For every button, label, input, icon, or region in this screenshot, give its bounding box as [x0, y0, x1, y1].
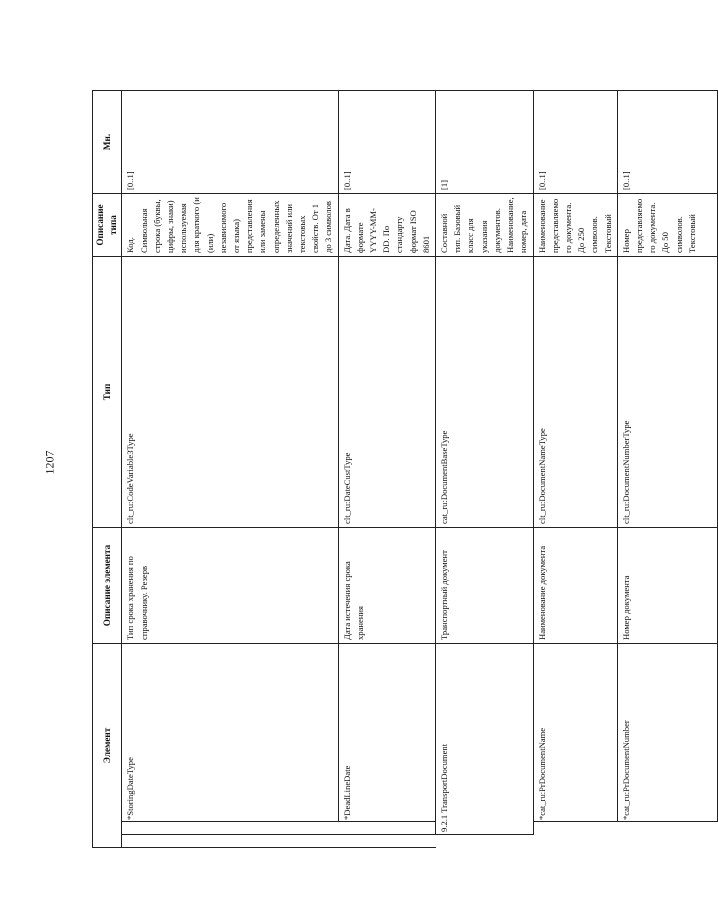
table-cell-mult: [0..1] — [122, 91, 338, 194]
indent-cell — [122, 835, 436, 848]
table-cell-element: *cat_ru:PrDocumentName — [533, 644, 617, 822]
table-cell-type: cat_ru:DocumentBaseType — [436, 257, 533, 528]
indent-cell — [533, 835, 617, 848]
table-cell-type: clt_ru:DocumentNameType — [533, 257, 617, 528]
table-row — [617, 91, 717, 848]
table-row — [533, 91, 617, 848]
table-row-section — [436, 91, 533, 848]
table-cell-mult: [1] — [436, 91, 533, 194]
indent-cell — [617, 835, 717, 848]
header-type-desc: Описание типа — [93, 194, 122, 257]
table-cell-type-desc: Составной тип. Базовый класс для указания документов. Наименование, номер, дата — [436, 194, 533, 257]
header-element-desc: Описание элемента — [93, 528, 122, 644]
table-cell-element-desc: Тип срока хранения по справочнику. Резерв — [122, 528, 338, 644]
page-number: 1207 — [42, 450, 57, 475]
table-cell-element-desc: Наименование документа — [533, 528, 617, 644]
table-cell-type: clt_ru:DateCustType — [338, 257, 435, 528]
table-cell-element-desc: Транспортный документ — [436, 528, 533, 644]
table-cell-element-desc: Номер документа — [617, 528, 717, 644]
section-number: 9.2.1 — [439, 814, 450, 832]
table-cell-mult: [0..1] — [617, 91, 717, 194]
table-cell-element: 9.2.1 TransportDocument — [436, 644, 533, 835]
table-row — [122, 91, 338, 848]
indent-cell — [617, 826, 717, 835]
table-cell-type-desc: Код. Символьная строка (буквы, цифры, знаки) используемая для краткого (и (или) независимого от языка) представления или замены определенных значений или текстовых свойств. От 1 до 3 символов — [122, 194, 338, 257]
required-marker: * — [620, 815, 631, 820]
table-cell-element: *StoringDateType — [122, 644, 338, 822]
table-cell-element: *DeadLineDate — [338, 644, 435, 822]
indent-cell — [533, 822, 617, 826]
required-marker: * — [341, 815, 352, 820]
required-marker: * — [536, 815, 547, 820]
table-cell-type: clt_ru:DocumentNumberType — [617, 257, 717, 528]
header-mult: Мн. — [93, 91, 122, 194]
indent-cell — [617, 822, 717, 826]
header-element: Элемент — [93, 644, 122, 848]
table-cell-type-desc: Наименование представляемого документа. До 250 символов. Текстовый — [533, 194, 617, 257]
indent-cell — [533, 826, 617, 835]
table-cell-mult: [0..1] — [338, 91, 435, 194]
indent-cell — [338, 822, 435, 835]
table-cell-type-desc: Дата. Дата в формате YYYY-MM-DD. По стандарту формат ISO 8601 — [338, 194, 435, 257]
table-cell-mult: [0..1] — [533, 91, 617, 194]
table-header-row — [93, 91, 122, 848]
table-cell-element-desc: Дата истечения срока хранения — [338, 528, 435, 644]
rotated-table-container — [92, 91, 697, 848]
schema-table — [92, 90, 718, 848]
table-row — [338, 91, 435, 848]
required-marker: * — [125, 815, 136, 820]
table-cell-type-desc: Номер представляемого документа. До 50 символов. Текстовый — [617, 194, 717, 257]
indent-cell — [122, 822, 338, 835]
indent-cell — [436, 835, 533, 848]
header-type: Тип — [93, 257, 122, 528]
table-cell-element: *cat_ru:PrDocumentNumber — [617, 644, 717, 822]
table-cell-type: clt_ru:CodeVariable3Type — [122, 257, 338, 528]
